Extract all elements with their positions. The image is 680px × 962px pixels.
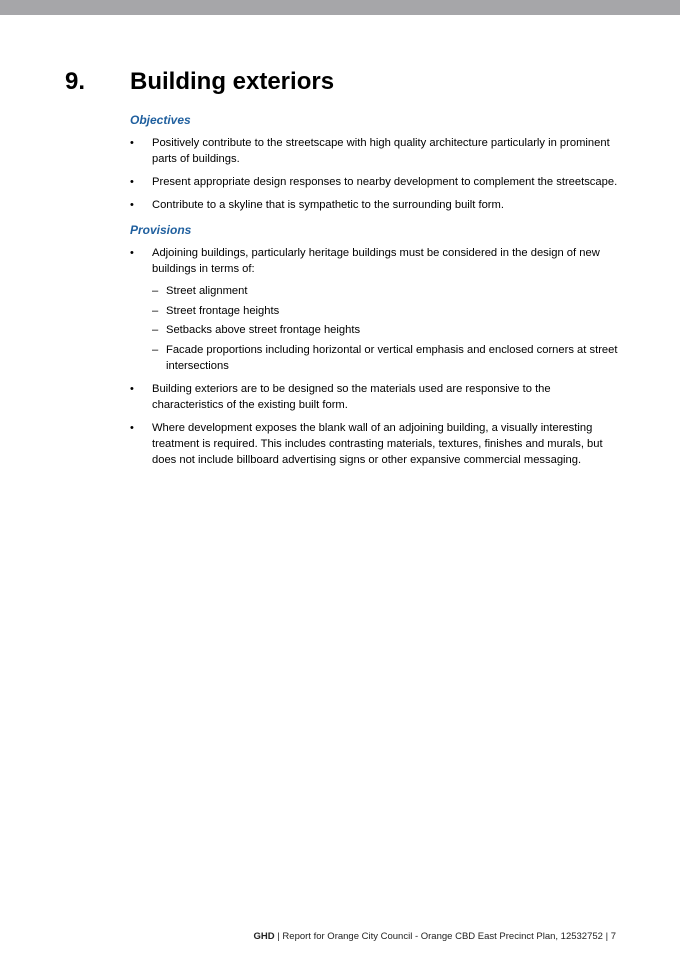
bullet-icon: •: [130, 199, 134, 211]
page-footer: [254, 931, 616, 942]
bullet-icon: •: [130, 247, 134, 259]
provision-text: Building exteriors are to be designed so the materials used are responsive to the characteristics of the existing built form.: [152, 382, 551, 411]
top-bar: [0, 0, 680, 15]
bullet-icon: •: [130, 382, 134, 395]
section-body: [130, 113, 620, 475]
footer-company: GHD: [253, 931, 275, 942]
provision-text: Where development exposes the blank wall of an adjoining building, a visually interesting treatment is required. This includes contrasting materials, textures, finishes and murals, but does not include billboard advertising signs or other expansive commercial messaging.: [152, 421, 603, 466]
sub-item-text: Facade proportions including horizontal or vertical emphasis and enclosed corners at street intersections: [166, 343, 618, 372]
list-item: [130, 420, 620, 468]
section-number: 9.: [65, 68, 86, 95]
objective-text: Contribute to a skyline that is sympathetic to the surrounding built form.: [152, 199, 504, 211]
bullet-icon: •: [130, 176, 134, 188]
list-item: [130, 245, 620, 374]
sub-list-item: [152, 342, 620, 374]
footer-separator: |: [277, 931, 280, 942]
list-item: [130, 381, 620, 413]
footer-page-separator: |: [605, 931, 609, 942]
dash-icon: –: [152, 324, 159, 336]
bullet-icon: •: [130, 421, 134, 434]
sub-item-text: Street alignment: [166, 285, 248, 297]
provision-text: Adjoining buildings, particularly heritage buildings must be considered in the design of new buildings in terms of:: [152, 247, 600, 275]
objectives-list: [130, 135, 620, 213]
objective-text: Positively contribute to the streetscape with high quality architecture particularly in prominent parts of buildings.: [152, 137, 610, 165]
sub-list-item: [152, 283, 620, 299]
provisions-heading: Provisions: [130, 223, 192, 237]
list-item: [130, 135, 620, 167]
sub-list-item: [152, 322, 620, 338]
dash-icon: –: [152, 343, 159, 356]
page-number: 7: [610, 931, 616, 942]
sub-list-item: [152, 303, 620, 319]
objective-text: Present appropriate design responses to nearby development to complement the streetscape.: [152, 176, 618, 188]
list-item: [130, 174, 620, 190]
sub-item-text: Setbacks above street frontage heights: [166, 324, 361, 336]
footer-report: Report for Orange City Council - Orange CBD East Precinct Plan, 12532752: [282, 931, 603, 942]
section-title: Building exteriors: [130, 68, 335, 95]
sub-item-text: Street frontage heights: [166, 304, 280, 317]
objectives-heading: Objectives: [130, 113, 191, 127]
dash-icon: –: [152, 304, 159, 317]
bullet-icon: •: [130, 137, 134, 149]
provisions-list: [130, 245, 620, 468]
list-item: [130, 197, 620, 213]
provision-sublist: [152, 283, 620, 374]
dash-icon: –: [152, 285, 159, 297]
